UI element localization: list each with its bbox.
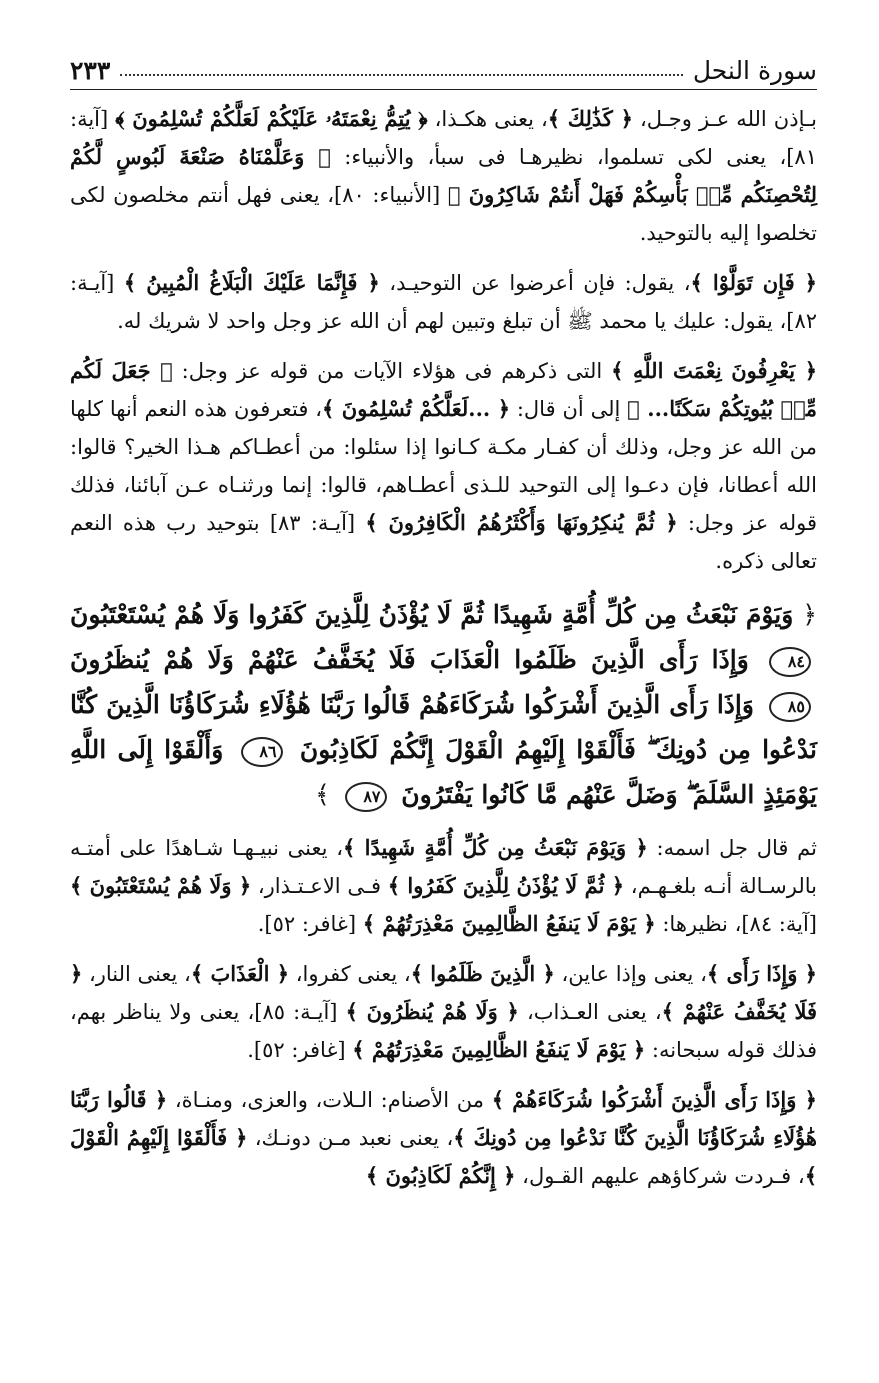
commentary-paragraph	[70, 100, 817, 252]
commentary-text: [الأنبياء: ٨٠]، يعنى فهل أنتم مخلصون لكى تخلصوا إليه بالتوحيد.	[70, 183, 817, 245]
commentary-text: فـى الاعـتـذار،	[251, 874, 388, 898]
quran-quote: ﴿ ثُمَّ لَا يُؤْذَنُ لِلَّذِينَ كَفَرُوا ﴾	[387, 873, 625, 898]
commentary-paragraph	[70, 264, 817, 340]
quran-quote: ﴿ الَّذِينَ ظَلَمُوا ﴾	[410, 961, 555, 986]
commentary-text: ، يعنى نبيـهـا شـاهدًا على أمتـه بالرسـالة أنـه بلغـهـم،	[70, 836, 817, 898]
commentary-text: ، يعنى النار،	[82, 962, 191, 986]
commentary-text: ، يعنى نعبد مـن دونـك،	[247, 1126, 454, 1150]
quran-quote: ﴿ وَيَوْمَ نَبْعَثُ مِن كُلِّ أُمَّةٍ شَهِيدًا ﴾	[342, 835, 648, 860]
commentary-text: ، يعنى وإذا عاين،	[554, 962, 707, 986]
ayah-number-marker: ٨٥	[769, 692, 811, 722]
quran-quote: ﴿ وَإِذَا رَأَى الَّذِينَ أَشْرَكُوا شُرَكَاءَهُمْ ﴾	[491, 1087, 817, 1112]
page-body	[70, 100, 817, 1343]
ayah-number-marker: ٨٤	[769, 647, 811, 677]
commentary-text: إلى أن قال:	[510, 397, 628, 421]
commentary-text: ، يقول: فإن أعرضوا عن التوحيـد،	[379, 271, 691, 295]
commentary-section-before	[70, 100, 817, 580]
quran-verse-block	[70, 592, 817, 817]
commentary-paragraph	[70, 955, 817, 1069]
quran-quote: ﴿ وَلَا هُمْ يُسْتَعْتَبُونَ ﴾	[70, 873, 252, 898]
commentary-section-after	[70, 829, 817, 1195]
quran-quote: ﴿ فَأَلْقَوْا إِلَيْهِمُ الْقَوْلَ ﴾	[70, 1125, 817, 1188]
commentary-text: من الأصنام: الـلات، والعزى، ومنـاة،	[167, 1088, 492, 1112]
commentary-text: ، يعنى هكـذا،	[427, 107, 548, 131]
quran-quote: ﴿ الْعَذَابَ ﴾	[190, 961, 290, 986]
quran-quote: ﴿ وَعَلَّمْنَاهُ صَنْعَةَ لَبُوسٍ لَّكُمْ لِتُحْصِنَكُم مِّنۢ بَأْسِكُمْ فَهَلْ أَنتُمْ شَاكِرُونَ ﴾	[70, 144, 817, 207]
quran-quote: ﴿ يَوْمَ لَا يَنفَعُ الظَّالِمِينَ مَعْذِرَتُهُمْ ﴾	[352, 1037, 646, 1062]
commentary-text: بـإذن الله عـز وجـل،	[632, 107, 817, 131]
quran-quote: ﴿ يُتِمُّ نِعْمَتَهُۥ عَلَيْكُمْ لَعَلَّكُمْ تُسْلِمُونَ ﴾	[115, 106, 428, 131]
quran-quote: ﴿ يَعْرِفُونَ نِعْمَتَ اللَّهِ ﴾	[611, 358, 817, 383]
quran-verse-text: وَإِذَا رَأَى الَّذِينَ ظَلَمُوا الْعَذَابَ فَلَا يُخَفَّفُ عَنْهُمْ وَلَا هُمْ يُنظَرُونَ	[70, 645, 749, 674]
quran-quote: ﴿ قَالُوا رَبَّنَا هَٰؤُلَاءِ شُرَكَاؤُنَا الَّذِينَ كُنَّا نَدْعُوا مِن دُونِكَ ﴾	[70, 1087, 817, 1150]
quran-quote: ﴿ ثُمَّ يُنكِرُونَهَا وَأَكْثَرُهُمُ الْكَافِرُونَ ﴾	[365, 510, 678, 535]
header-dot-leader	[120, 74, 683, 76]
quran-quote: ﴿ فَلَا يُخَفَّفُ عَنْهُمْ ﴾	[70, 961, 818, 1024]
commentary-text: [آيـة: ٨٢]، يقول: عليك يا محمد ﷺ أن تبلغ وتبين لهم أن الله عز وجل واحد لا شريك له.	[70, 271, 817, 333]
quran-quote: ﴿ ...لَعَلَّكُمْ تُسْلِمُونَ ﴾	[322, 396, 510, 421]
quran-quote: ﴿ كَذَٰلِكَ ﴾	[547, 106, 633, 131]
running-header	[70, 46, 817, 90]
commentary-paragraph	[70, 829, 817, 943]
quran-verse-text: وَإِذَا رَأَى الَّذِينَ أَشْرَكُوا شُرَكَاءَهُمْ قَالُوا رَبَّنَا هَٰؤُلَاءِ شُرَكَاؤُنَا الَّذِينَ كُنَّا نَدْعُوا مِن دُونِكَ ۖ فَأَلْقَوْا إِلَيْهِمُ الْقَوْلَ إِنَّكُمْ لَكَاذِبُونَ	[70, 690, 817, 764]
quran-quote: ﴿ وَلَا هُمْ يُنظَرُونَ ﴾	[345, 999, 519, 1024]
quran-quote: ﴿ فَإِن تَوَلَّوْا ﴾	[690, 270, 817, 295]
commentary-text: [آية: ٨١]، يعنى لكى تسلموا، نظيرهـا فى سبأ، والأنبياء:	[70, 107, 817, 169]
commentary-text: ، فتعرفون هذه النعم أنها كلها من الله عز وجل، وذلك أن كفـار مكـة كـانوا إذا سئلوا: من أعطـاكم هـذا الخير؟ قالوا: الله أعطانا، فإن دعـوا إلى التوحيد للـذى أعطـاهم، قالوا: إنما ورثنـاه عـن آبائنا، فذلك قوله عز وجل:	[70, 397, 818, 535]
commentary-text: ، يعنى العـذاب،	[518, 1000, 662, 1024]
ayah-number-marker: ٨٧	[345, 782, 387, 812]
commentary-text: [آيـة: ٨٥]، يعنى ولا يناظر بهم، فذلك قوله سبحانه:	[70, 1000, 817, 1062]
quran-quote: ﴿ وَإِذَا رَأَى ﴾	[706, 961, 817, 986]
commentary-text: ، يعنى كفروا،	[289, 962, 411, 986]
quran-quote: ﴿ جَعَلَ لَكُم مِّنۢ بُيُوتِكُمْ سَكَنًا... ﴾	[70, 358, 817, 421]
page-number: ٢٣٣	[70, 56, 111, 85]
commentary-text: [غافر: ٥٢].	[247, 1038, 353, 1062]
quran-quote: ﴿ فَإِنَّمَا عَلَيْكَ الْبَلَاغُ الْمُبِينُ ﴾	[123, 270, 380, 295]
quran-bracket: ﴾	[315, 780, 330, 809]
quran-bracket: ﴿	[802, 600, 817, 629]
commentary-text: ، فـردت شركاؤهم عليهم القـول،	[515, 1164, 805, 1188]
commentary-text: [آيـة: ٨٣] بتوحيد رب هذه النعم تعالى ذكره.	[70, 511, 817, 573]
surah-title: سورة النحل	[692, 56, 817, 85]
commentary-text: [آية: ٨٤]، نظيرها:	[655, 912, 817, 936]
commentary-paragraph	[70, 352, 817, 580]
commentary-text: ثم قال جل اسمه:	[647, 836, 817, 860]
quran-verse-text: وَيَوْمَ نَبْعَثُ مِن كُلِّ أُمَّةٍ شَهِيدًا ثُمَّ لَا يُؤْذَنُ لِلَّذِينَ كَفَرُوا وَلَا هُمْ يُسْتَعْتَبُونَ	[70, 600, 794, 629]
quran-verse-text: وَأَلْقَوْا إِلَى اللَّهِ يَوْمَئِذٍ السَّلَمَ ۖ وَضَلَّ عَنْهُم مَّا كَانُوا يَفْتَرُونَ	[70, 735, 817, 809]
commentary-text: [غافر: ٥٢].	[257, 912, 363, 936]
ayah-number-marker: ٨٦	[241, 737, 283, 767]
quran-quote: ﴿ إِنَّكُمْ لَكَاذِبُونَ ﴾	[365, 1163, 516, 1188]
quran-quote: ﴿ يَوْمَ لَا يَنفَعُ الظَّالِمِينَ مَعْذِرَتُهُمْ ﴾	[362, 911, 656, 936]
commentary-paragraph	[70, 1081, 817, 1195]
commentary-text: التى ذكرهم فى هؤلاء الآيات من قوله عز وجل:	[172, 359, 612, 383]
